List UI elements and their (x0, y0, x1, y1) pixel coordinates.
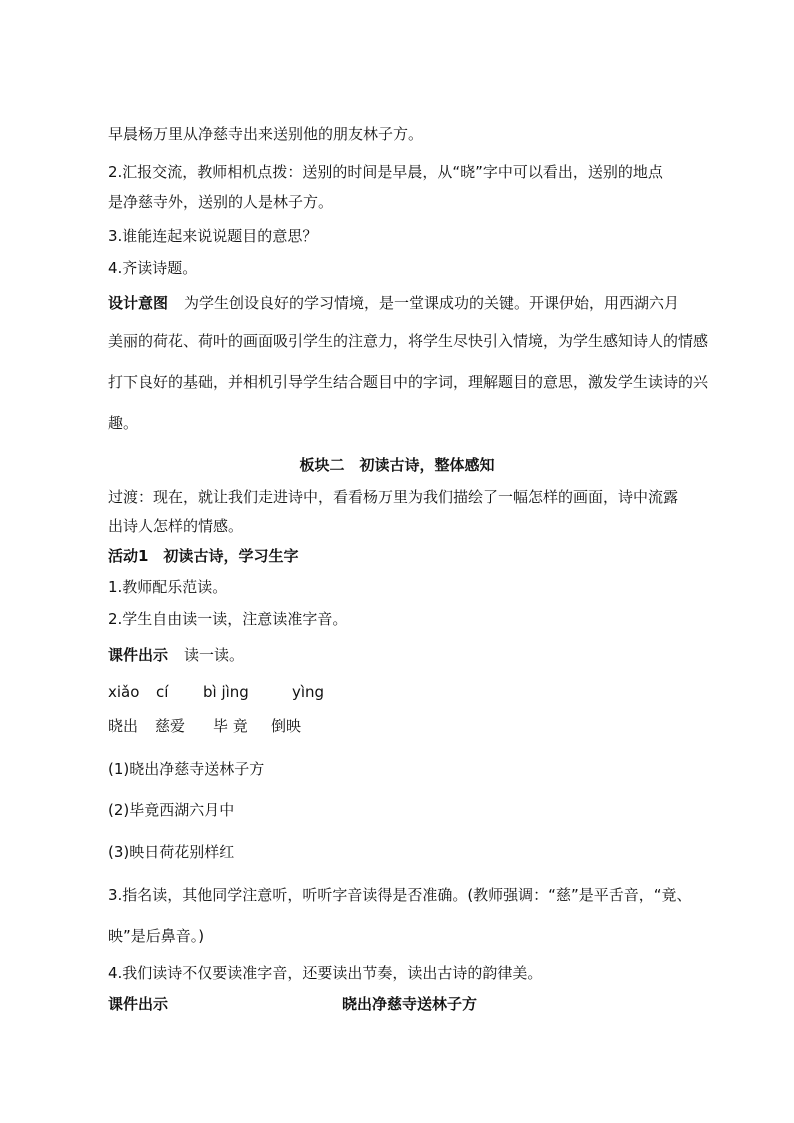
paragraph-line: 早晨杨万里从净慈寺出来送别他的朋友林子方。 (108, 125, 424, 143)
design-intent-text: 为学生创设良好的学习情境，是一堂课成功的关键。开课伊始，用西湖六月 (184, 294, 680, 312)
paragraph-line: 3.指名读，其他同学注意听，听听字音读得是否准确。(教师强调：“慈”是平舌音，“竟、 (108, 886, 692, 904)
word-item: 晓出 (108, 717, 139, 735)
pinyin-item: cí (156, 683, 169, 701)
pinyin-item: bì jìng (203, 683, 249, 701)
pinyin-item: xiǎo (108, 683, 140, 701)
paragraph-line: 出诗人怎样的情感。 (108, 517, 244, 535)
paragraph-line: 是净慈寺外，送别的人是林子方。 (108, 193, 334, 211)
poem-title: 晓出净慈寺送林子方 (342, 995, 478, 1013)
paragraph-line: 4.我们读诗不仅要读准字音，还要读出节奏，读出古诗的韵律美。 (108, 964, 543, 982)
activity-heading: 活动1 初读古诗，学习生字 (108, 547, 299, 565)
paragraph-line: 2.汇报交流，教师相机点拨：送别的时间是早晨，从“晓”字中可以看出，送别的地点 (108, 163, 663, 181)
courseware-label: 课件出示 (108, 646, 169, 664)
paragraph-line: 2.学生自由读一读，注意读准字音。 (108, 610, 348, 628)
courseware-text: 读一读。 (184, 646, 245, 664)
courseware-line (108, 645, 244, 665)
paragraph-line: 趣。 (108, 414, 139, 432)
pinyin-item: yìng (292, 683, 325, 701)
design-intent-label: 设计意图 (108, 294, 169, 312)
paragraph-line: 4.齐读诗题。 (108, 259, 198, 277)
paragraph-line: 打下良好的基础，并相机引导学生结合题目中的字词，理解题目的意思，激发学生读诗的兴 (108, 373, 709, 391)
section-title: 板块二 初读古诗，整体感知 (299, 456, 495, 474)
sentence-line: (3)映日荷花别样红 (108, 843, 235, 861)
word-item: 慈爱 (155, 717, 186, 735)
word-item: 倒映 (271, 717, 302, 735)
paragraph-line: 过渡：现在，就让我们走进诗中，看看杨万里为我们描绘了一幅怎样的画面，诗中流露 (108, 488, 679, 506)
paragraph-line: 3.谁能连起来说说题目的意思？ (108, 227, 318, 245)
sentence-line: (1)晓出净慈寺送林子方 (108, 760, 265, 778)
sentence-line: (2)毕竟西湖六月中 (108, 801, 235, 819)
design-intent-line (108, 293, 679, 313)
paragraph-line: 美丽的荷花、荷叶的画面吸引学生的注意力，将学生尽快引入情境，为学生感知诗人的情感 (108, 332, 709, 350)
paragraph-line: 1.教师配乐范读。 (108, 578, 228, 596)
pinyin-row (108, 682, 324, 702)
courseware-label: 课件出示 (108, 995, 169, 1013)
words-row (108, 716, 301, 736)
word-item: 毕 竟 (213, 717, 248, 735)
paragraph-line: 映”是后鼻音。) (108, 927, 205, 945)
